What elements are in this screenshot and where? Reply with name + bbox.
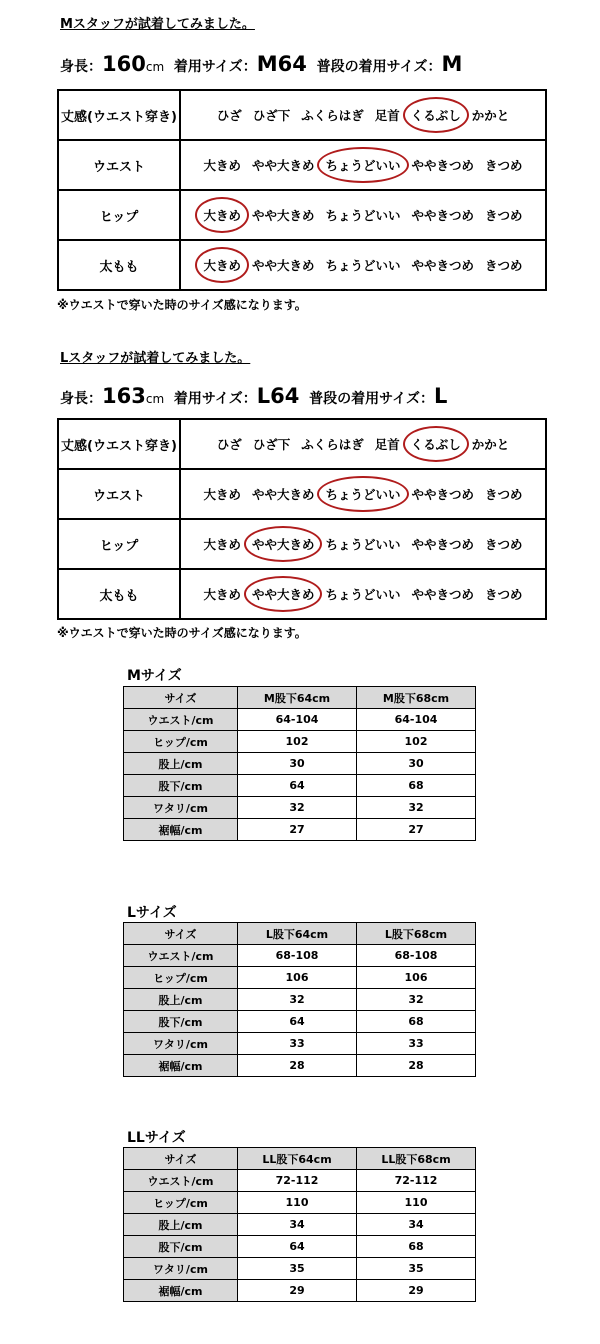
fit-table-l — [57, 418, 547, 620]
fit-row-label: ウエスト — [58, 469, 180, 519]
header-cell: L股下68cm — [357, 923, 476, 945]
fit-options-cell — [180, 569, 546, 619]
size-table-row — [124, 753, 476, 775]
measure-value: 110 — [357, 1192, 476, 1214]
fit-option: きつめ — [485, 258, 523, 273]
size-table-row — [124, 709, 476, 731]
size-table-header — [124, 687, 476, 709]
measure-value: 106 — [357, 967, 476, 989]
measure-value: 102 — [238, 731, 357, 753]
fit-option: ちょうどいい — [325, 208, 401, 223]
size-table-row — [124, 1214, 476, 1236]
measure-value: 34 — [357, 1214, 476, 1236]
size-table-row — [124, 1033, 476, 1055]
fit-option: ちょうどいい — [325, 537, 401, 552]
size-table-header — [124, 1148, 476, 1170]
fit-row — [58, 519, 546, 569]
fit-option: きつめ — [485, 487, 523, 502]
measure-value: 30 — [357, 753, 476, 775]
fit-options-cell — [180, 140, 546, 190]
measure-value: 68 — [357, 1011, 476, 1033]
measure-value: 29 — [357, 1280, 476, 1302]
fit-option: ひざ — [216, 437, 242, 452]
fit-options-cell — [180, 419, 546, 469]
measure-value: 29 — [238, 1280, 357, 1302]
measure-label: ヒップ/cm — [124, 967, 238, 989]
fit-options-cell — [180, 469, 546, 519]
fit-row — [58, 190, 546, 240]
measure-label: 裾幅/cm — [124, 1055, 238, 1077]
usual-size-value: L — [434, 384, 448, 408]
height-unit: cm — [145, 392, 165, 406]
measure-value: 32 — [238, 797, 357, 819]
fit-option: ややきつめ — [411, 587, 475, 602]
fit-option-selected: やや大きめ — [251, 587, 315, 602]
measure-value: 35 — [238, 1258, 357, 1280]
fit-option-selected: ちょうどいい — [325, 158, 401, 173]
measure-value: 28 — [357, 1055, 476, 1077]
fit-option: ややきつめ — [411, 537, 475, 552]
size-table-row — [124, 1258, 476, 1280]
size-table-row — [124, 1011, 476, 1033]
usual-size-value: M — [441, 52, 463, 76]
size-table-m — [123, 686, 476, 841]
measure-value: 32 — [357, 797, 476, 819]
size-table-row — [124, 797, 476, 819]
measure-value: 33 — [238, 1033, 357, 1055]
measure-value: 32 — [357, 989, 476, 1011]
fit-option-selected: ちょうどいい — [325, 487, 401, 502]
size-table-ll — [123, 1147, 476, 1302]
measure-value: 34 — [238, 1214, 357, 1236]
fit-option: かかと — [471, 437, 510, 452]
height-unit: cm — [145, 60, 165, 74]
fit-options-cell — [180, 190, 546, 240]
measure-label: ヒップ/cm — [124, 731, 238, 753]
measure-value: 110 — [238, 1192, 357, 1214]
staff-l-stats — [60, 384, 447, 408]
fit-options — [181, 206, 545, 224]
fit-option: やや大きめ — [251, 208, 315, 223]
measure-value: 64-104 — [357, 709, 476, 731]
measure-label: ワタリ/cm — [124, 1033, 238, 1055]
fit-option: やや大きめ — [251, 158, 315, 173]
fit-option: 大きめ — [203, 487, 241, 502]
fit-row-label: 太もも — [58, 569, 180, 619]
measure-label: 股上/cm — [124, 1214, 238, 1236]
size-table-title-ll: LLサイズ — [127, 1130, 186, 1146]
header-cell: L股下64cm — [238, 923, 357, 945]
fit-option: ふくらはぎ — [301, 437, 364, 452]
measure-value: 64-104 — [238, 709, 357, 731]
fit-option: ひざ下 — [252, 437, 291, 452]
fit-option: きつめ — [485, 537, 523, 552]
fit-row — [58, 419, 546, 469]
measure-label: ウエスト/cm — [124, 945, 238, 967]
measure-label: ヒップ/cm — [124, 1192, 238, 1214]
fit-option: ひざ下 — [252, 108, 291, 123]
measure-value: 27 — [357, 819, 476, 841]
measure-label: 股下/cm — [124, 775, 238, 797]
size-table-row — [124, 1236, 476, 1258]
fit-option-selected: やや大きめ — [251, 537, 315, 552]
fit-row-label: 丈感(ウエスト穿き) — [58, 90, 180, 140]
measure-value: 27 — [238, 819, 357, 841]
fit-row-label: 太もも — [58, 240, 180, 290]
fit-options-cell — [180, 519, 546, 569]
fit-options — [181, 535, 545, 553]
fit-option: 大きめ — [203, 537, 241, 552]
measure-label: 股上/cm — [124, 753, 238, 775]
fit-option: ややきつめ — [411, 487, 475, 502]
fit-table-m — [57, 89, 547, 291]
measure-value: 35 — [357, 1258, 476, 1280]
fit-row-label: ヒップ — [58, 519, 180, 569]
usual-size-label: 普段の着用サイズ： — [309, 391, 435, 407]
fit-row — [58, 569, 546, 619]
measure-value: 64 — [238, 775, 357, 797]
fit-option: ややきつめ — [411, 158, 475, 173]
usual-size-label: 普段の着用サイズ： — [316, 59, 442, 75]
fit-row-label: ウエスト — [58, 140, 180, 190]
measure-value: 68 — [357, 775, 476, 797]
measure-value: 68 — [357, 1236, 476, 1258]
size-table-row — [124, 989, 476, 1011]
measure-label: ワタリ/cm — [124, 797, 238, 819]
worn-size-value: L64 — [256, 384, 300, 408]
measure-value: 72-112 — [238, 1170, 357, 1192]
height-label: 身長： — [60, 391, 102, 407]
fit-option: ややきつめ — [411, 258, 475, 273]
fit-options — [181, 585, 545, 603]
fit-row — [58, 469, 546, 519]
size-table-row — [124, 945, 476, 967]
size-table-title-m: Mサイズ — [127, 668, 182, 684]
measure-value: 64 — [238, 1011, 357, 1033]
measure-value: 30 — [238, 753, 357, 775]
fit-options-cell — [180, 240, 546, 290]
worn-size-value: M64 — [256, 52, 307, 76]
fit-row — [58, 240, 546, 290]
size-table-row — [124, 1170, 476, 1192]
staff-m-stats — [60, 52, 462, 76]
header-cell: サイズ — [124, 1148, 238, 1170]
fit-option: かかと — [471, 108, 510, 123]
staff-l-title: Lスタッフが試着してみました。 — [60, 351, 251, 366]
header-cell: サイズ — [124, 687, 238, 709]
measure-label: ウエスト/cm — [124, 709, 238, 731]
height-label: 身長： — [60, 59, 102, 75]
fit-option: 足首 — [374, 108, 400, 123]
staff-m-title: Mスタッフが試着してみました。 — [60, 17, 255, 32]
size-table-row — [124, 1280, 476, 1302]
measure-value: 32 — [238, 989, 357, 1011]
fit-row — [58, 140, 546, 190]
measure-label: 股上/cm — [124, 989, 238, 1011]
fit-option: きつめ — [485, 587, 523, 602]
fit-option: やや大きめ — [251, 258, 315, 273]
header-cell: LL股下68cm — [357, 1148, 476, 1170]
fit-options — [181, 435, 545, 453]
measure-label: 裾幅/cm — [124, 819, 238, 841]
fit-options — [181, 106, 545, 124]
fit-option: 大きめ — [203, 587, 241, 602]
fit-note: ※ウエストで穿いた時のサイズ感になります。 — [57, 626, 307, 640]
measure-value: 106 — [238, 967, 357, 989]
measure-value: 72-112 — [357, 1170, 476, 1192]
fit-option: ひざ — [216, 108, 242, 123]
fit-row — [58, 90, 546, 140]
header-cell: M股下68cm — [357, 687, 476, 709]
fit-option: きつめ — [485, 208, 523, 223]
fit-option-selected: くるぶし — [410, 437, 461, 452]
fit-option-selected: 大きめ — [203, 208, 241, 223]
fit-option: ややきつめ — [411, 208, 475, 223]
height-value: 163 — [102, 384, 146, 408]
header-cell: サイズ — [124, 923, 238, 945]
fit-options — [181, 485, 545, 503]
fit-option: やや大きめ — [251, 487, 315, 502]
measure-value: 68-108 — [238, 945, 357, 967]
measure-value: 64 — [238, 1236, 357, 1258]
size-table-title-l: Lサイズ — [127, 905, 177, 921]
fit-option: ふくらはぎ — [301, 108, 364, 123]
measure-label: ワタリ/cm — [124, 1258, 238, 1280]
fit-row-label: ヒップ — [58, 190, 180, 240]
fit-options — [181, 156, 545, 174]
measure-label: ウエスト/cm — [124, 1170, 238, 1192]
size-table-row — [124, 1192, 476, 1214]
fit-options — [181, 256, 545, 274]
measure-value: 33 — [357, 1033, 476, 1055]
header-cell: M股下64cm — [238, 687, 357, 709]
fit-option: ちょうどいい — [325, 258, 401, 273]
fit-row-label: 丈感(ウエスト穿き) — [58, 419, 180, 469]
fit-options-cell — [180, 90, 546, 140]
size-table-row — [124, 1055, 476, 1077]
size-table-l — [123, 922, 476, 1077]
worn-size-label: 着用サイズ： — [173, 391, 257, 407]
fit-note: ※ウエストで穿いた時のサイズ感になります。 — [57, 298, 307, 312]
measure-value: 68-108 — [357, 945, 476, 967]
fit-option: 大きめ — [203, 158, 241, 173]
size-table-row — [124, 775, 476, 797]
fit-option: きつめ — [485, 158, 523, 173]
measure-value: 28 — [238, 1055, 357, 1077]
measure-label: 裾幅/cm — [124, 1280, 238, 1302]
measure-value: 102 — [357, 731, 476, 753]
fit-option-selected: くるぶし — [410, 108, 461, 123]
height-value: 160 — [102, 52, 146, 76]
fit-option: 足首 — [374, 437, 400, 452]
size-table-header — [124, 923, 476, 945]
worn-size-label: 着用サイズ： — [173, 59, 257, 75]
size-table-row — [124, 967, 476, 989]
measure-label: 股下/cm — [124, 1236, 238, 1258]
header-cell: LL股下64cm — [238, 1148, 357, 1170]
fit-option-selected: 大きめ — [203, 258, 241, 273]
size-table-row — [124, 819, 476, 841]
fit-option: ちょうどいい — [325, 587, 401, 602]
measure-label: 股下/cm — [124, 1011, 238, 1033]
size-table-row — [124, 731, 476, 753]
